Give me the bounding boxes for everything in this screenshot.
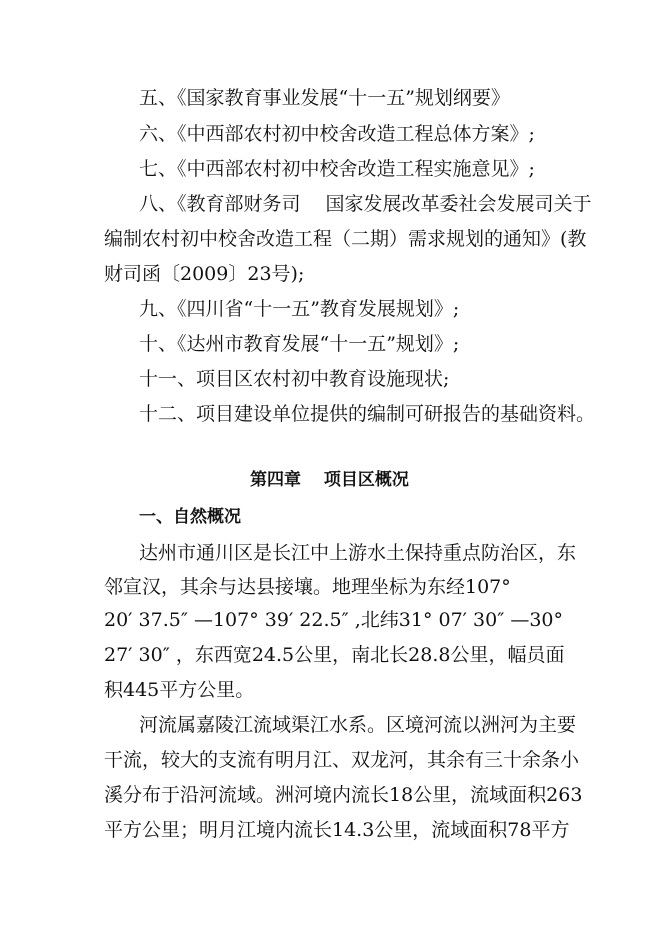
chapter-title: 第四章 项目区概况 <box>250 470 409 490</box>
paragraph-1-line-5: 积445平方公里。 <box>104 679 255 701</box>
paragraph-1-line-2: 邻宣汉，其余与达县接壤。地理坐标为东经107° <box>104 576 511 598</box>
reference-item-8-cont: 编制农村初中校舍改造工程（二期）需求规划的通知》(教 <box>104 228 587 250</box>
reference-item-10: 十、《达州市教育发展“十一五”规划》; <box>139 333 460 355</box>
reference-item-9: 九、《四川省“十一五”教育发展规划》; <box>139 298 460 320</box>
reference-item-8: 八、《教育部财务司 国家发展改革委社会发展司关于 <box>139 193 592 215</box>
reference-item-8-cont2: 财司函〔2009〕23号); <box>104 263 305 285</box>
paragraph-1-line-1: 达州市通川区是长江中上游水土保持重点防治区，东 <box>139 542 577 564</box>
paragraph-2-line-3: 溪分布于沿河流域。洲河境内流长18公里，流域面积263 <box>104 784 583 806</box>
paragraph-2-line-4: 平方公里；明月江境内流长14.3公里，流域面积78平方 <box>104 819 570 841</box>
reference-item-11: 十一、项目区农村初中教育设施现状; <box>139 368 450 390</box>
reference-item-5: 五、《国家教育事业发展“十一五”规划纲要》 <box>139 87 510 109</box>
paragraph-1-line-4: 27′ 30″ ，东西宽24.5公里，南北长28.8公里，幅员面 <box>104 644 565 666</box>
paragraph-1-line-3: 20′ 37.5″ —107° 39′ 22.5″ ,北纬31° 07′ 30″ —30° <box>104 609 564 631</box>
reference-item-6: 六、《中西部农村初中校舍改造工程总体方案》; <box>139 123 535 145</box>
reference-item-12: 十二、项目建设单位提供的编制可研报告的基础资料。 <box>139 403 596 425</box>
section-title: 一、自然概况 <box>139 507 241 527</box>
paragraph-2-line-1: 河流属嘉陵江流域渠江水系。区境河流以洲河为主要 <box>139 714 577 736</box>
reference-item-7: 七、《中西部农村初中校舍改造工程实施意见》; <box>139 158 535 180</box>
paragraph-2-line-2: 干流，较大的支流有明月江、双龙河，其余有三十余条小 <box>104 749 580 771</box>
